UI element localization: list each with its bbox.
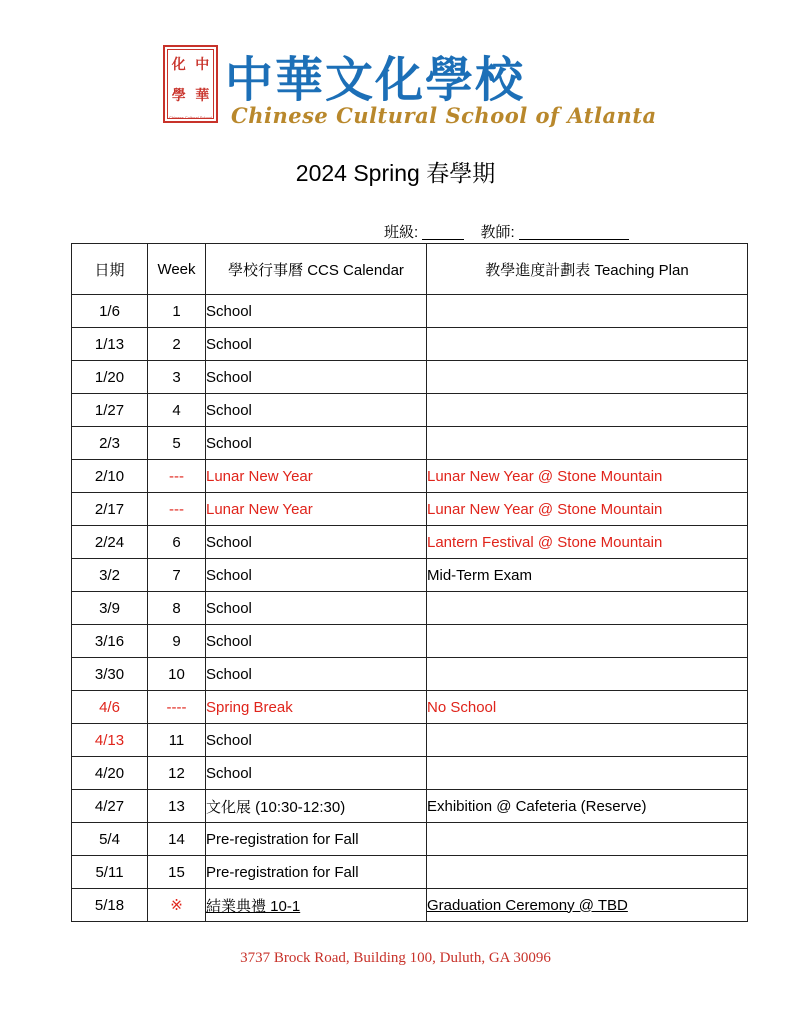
row-week-text: 1 — [172, 302, 181, 320]
row-date — [72, 625, 148, 658]
row-calendar-event-text: School — [206, 566, 252, 584]
table-row — [72, 691, 748, 724]
row-teaching-plan-text: Graduation Ceremony @ TBD — [427, 896, 628, 914]
row-week-text: --- — [169, 467, 184, 485]
row-date-text: 3/2 — [99, 566, 120, 584]
row-week-text: --- — [169, 500, 184, 518]
row-date-text: 2/3 — [99, 434, 120, 452]
row-week — [148, 724, 206, 757]
row-calendar-event-text: School — [206, 533, 252, 551]
row-date-text: 5/11 — [95, 863, 124, 881]
row-date — [72, 856, 148, 889]
row-date — [72, 790, 148, 823]
class-teacher-line — [384, 221, 629, 242]
row-week — [148, 559, 206, 592]
row-teaching-plan — [427, 394, 748, 427]
row-week — [148, 526, 206, 559]
row-week-text: ---- — [166, 698, 187, 716]
row-teaching-plan — [427, 427, 748, 460]
row-week-text: 15 — [168, 863, 185, 881]
row-calendar-event — [206, 427, 427, 460]
row-teaching-plan — [427, 559, 748, 592]
row-week-text: 6 — [172, 533, 181, 551]
class-blank-field — [422, 224, 464, 240]
row-week — [148, 493, 206, 526]
table-row — [72, 394, 748, 427]
row-week — [148, 856, 206, 889]
row-calendar-event — [206, 790, 427, 823]
table-row — [72, 361, 748, 394]
seal-char: 學 — [171, 88, 186, 104]
row-date — [72, 526, 148, 559]
row-teaching-plan — [427, 493, 748, 526]
table-row — [72, 856, 748, 889]
row-calendar-event — [206, 889, 427, 922]
row-calendar-event — [206, 625, 427, 658]
row-teaching-plan — [427, 460, 748, 493]
row-calendar-event-text: Lunar New Year — [206, 500, 313, 518]
row-date-text: 4/20 — [94, 764, 125, 782]
header-week: Week — [148, 244, 206, 295]
row-calendar-event — [206, 691, 427, 724]
table-header-row — [72, 244, 748, 295]
row-calendar-event — [206, 328, 427, 361]
row-teaching-plan — [427, 295, 748, 328]
table-row — [72, 823, 748, 856]
header-teaching-plan: 教學進度計劃表 Teaching Plan — [427, 244, 748, 295]
row-date-text: 5/18 — [94, 896, 125, 914]
row-teaching-plan — [427, 757, 748, 790]
row-date — [72, 460, 148, 493]
row-teaching-plan-text: Lunar New Year @ Stone Mountain — [427, 500, 663, 518]
row-week — [148, 889, 206, 922]
row-week-text: 7 — [172, 566, 181, 584]
row-week — [148, 394, 206, 427]
row-calendar-event — [206, 493, 427, 526]
table-row — [72, 757, 748, 790]
row-week — [148, 460, 206, 493]
row-week-text: 4 — [172, 401, 181, 419]
row-teaching-plan — [427, 625, 748, 658]
row-calendar-event-text: 文化展 (10:30-12:30) — [206, 798, 346, 816]
table-row — [72, 295, 748, 328]
row-week — [148, 790, 206, 823]
school-name-chinese: 中華文化學校 — [225, 52, 526, 108]
row-week-text: 9 — [172, 632, 181, 650]
row-week — [148, 295, 206, 328]
row-week-text: 2 — [172, 335, 181, 353]
table-row — [72, 559, 748, 592]
row-date-text: 2/24 — [94, 533, 125, 551]
row-calendar-event-text: School — [206, 599, 252, 617]
row-date — [72, 592, 148, 625]
row-date — [72, 493, 148, 526]
row-calendar-event-text: School — [206, 368, 252, 386]
table-row — [72, 625, 748, 658]
row-week — [148, 328, 206, 361]
row-teaching-plan — [427, 361, 748, 394]
row-week — [148, 361, 206, 394]
row-date-text: 4/27 — [94, 797, 125, 815]
teacher-blank-field — [519, 224, 629, 240]
row-date-text: 4/13 — [94, 731, 125, 749]
seal-char: 化 — [171, 57, 186, 73]
teaching-plan-table — [71, 243, 748, 922]
row-calendar-event-text: 結業典禮 10-1 — [206, 897, 301, 915]
row-teaching-plan — [427, 691, 748, 724]
row-week-text: 3 — [172, 368, 181, 386]
table-row — [72, 493, 748, 526]
row-calendar-event — [206, 559, 427, 592]
table-row — [72, 658, 748, 691]
row-calendar-event-text: Spring Break — [206, 698, 293, 716]
page-title: 2024 Spring 春學期 — [295, 160, 496, 186]
row-calendar-event — [206, 361, 427, 394]
row-week-text: 8 — [172, 599, 181, 617]
row-teaching-plan — [427, 856, 748, 889]
row-calendar-event — [206, 658, 427, 691]
row-week — [148, 625, 206, 658]
footer-address: 3737 Brock Road, Building 100, Duluth, GA 30096 — [240, 950, 551, 966]
row-teaching-plan-text: Mid-Term Exam — [427, 566, 533, 584]
row-teaching-plan — [427, 328, 748, 361]
table-row — [72, 427, 748, 460]
row-teaching-plan-text: Lunar New Year @ Stone Mountain — [427, 467, 663, 485]
row-teaching-plan — [427, 526, 748, 559]
row-date — [72, 559, 148, 592]
seal-char: 中 — [195, 57, 210, 73]
row-date — [72, 394, 148, 427]
row-week — [148, 658, 206, 691]
table-row — [72, 724, 748, 757]
row-week-text: ※ — [170, 897, 183, 914]
seal-char: 華 — [195, 88, 210, 104]
row-date — [72, 757, 148, 790]
row-calendar-event-text: Pre-registration for Fall — [206, 863, 359, 881]
table-row — [72, 328, 748, 361]
row-calendar-event-text: School — [206, 335, 252, 353]
row-week-text: 13 — [168, 797, 185, 815]
row-date — [72, 361, 148, 394]
row-week-text: 14 — [168, 830, 185, 848]
row-teaching-plan-text: No School — [427, 698, 497, 716]
row-date — [72, 724, 148, 757]
row-date-text: 3/9 — [99, 599, 120, 617]
row-date-text: 1/6 — [99, 302, 120, 320]
row-date — [72, 427, 148, 460]
table-row — [72, 889, 748, 922]
row-calendar-event-text: Pre-registration for Fall — [206, 830, 359, 848]
header-date: 日期 — [72, 244, 148, 295]
row-calendar-event-text: School — [206, 302, 252, 320]
row-date-text: 1/20 — [94, 368, 125, 386]
row-calendar-event-text: School — [206, 665, 252, 683]
row-calendar-event-text: School — [206, 764, 252, 782]
row-date — [72, 691, 148, 724]
row-calendar-event — [206, 526, 427, 559]
row-calendar-event — [206, 460, 427, 493]
seal-subtext: Chinese Cultural School — [169, 115, 212, 120]
row-teaching-plan-text: Exhibition @ Cafeteria (Reserve) — [427, 797, 647, 815]
row-week-text: 11 — [168, 731, 185, 749]
row-calendar-event — [206, 856, 427, 889]
row-teaching-plan — [427, 592, 748, 625]
row-date-text: 4/6 — [99, 698, 120, 716]
teacher-label: 教師: — [480, 224, 515, 241]
row-teaching-plan — [427, 823, 748, 856]
row-week — [148, 592, 206, 625]
row-teaching-plan-text: Lantern Festival @ Stone Mountain — [427, 533, 663, 551]
row-week — [148, 691, 206, 724]
row-date-text: 5/4 — [99, 830, 120, 848]
row-week — [148, 757, 206, 790]
row-calendar-event-text: Lunar New Year — [206, 467, 313, 485]
row-calendar-event-text: School — [206, 401, 252, 419]
row-week-text: 5 — [172, 434, 181, 452]
row-date-text: 3/16 — [94, 632, 125, 650]
row-teaching-plan — [427, 790, 748, 823]
row-date-text: 2/17 — [94, 500, 125, 518]
row-calendar-event-text: School — [206, 632, 252, 650]
row-date — [72, 889, 148, 922]
table-row — [72, 592, 748, 625]
row-teaching-plan — [427, 889, 748, 922]
row-teaching-plan — [427, 658, 748, 691]
row-week — [148, 823, 206, 856]
row-date-text: 1/13 — [94, 335, 125, 353]
row-date — [72, 823, 148, 856]
row-calendar-event-text: School — [206, 731, 252, 749]
row-week-text: 12 — [168, 764, 185, 782]
row-date-text: 1/27 — [94, 401, 125, 419]
class-label: 班級: — [384, 224, 419, 241]
table-row — [72, 526, 748, 559]
row-date — [72, 295, 148, 328]
table-row — [72, 790, 748, 823]
table-row — [72, 460, 748, 493]
row-date — [72, 328, 148, 361]
row-calendar-event — [206, 757, 427, 790]
school-name-english: Chinese Cultural School of Atlanta — [231, 103, 657, 128]
row-date — [72, 658, 148, 691]
row-date-text: 2/10 — [94, 467, 125, 485]
school-header — [163, 45, 657, 130]
row-calendar-event — [206, 295, 427, 328]
row-week-text: 10 — [168, 665, 185, 683]
row-date-text: 3/30 — [94, 665, 125, 683]
row-teaching-plan — [427, 724, 748, 757]
row-calendar-event — [206, 823, 427, 856]
row-calendar-event — [206, 592, 427, 625]
row-week — [148, 427, 206, 460]
row-calendar-event — [206, 724, 427, 757]
row-calendar-event — [206, 394, 427, 427]
school-seal-logo — [163, 45, 218, 123]
row-calendar-event-text: School — [206, 434, 252, 452]
header-ccs-calendar: 學校行事曆 CCS Calendar — [206, 244, 427, 295]
